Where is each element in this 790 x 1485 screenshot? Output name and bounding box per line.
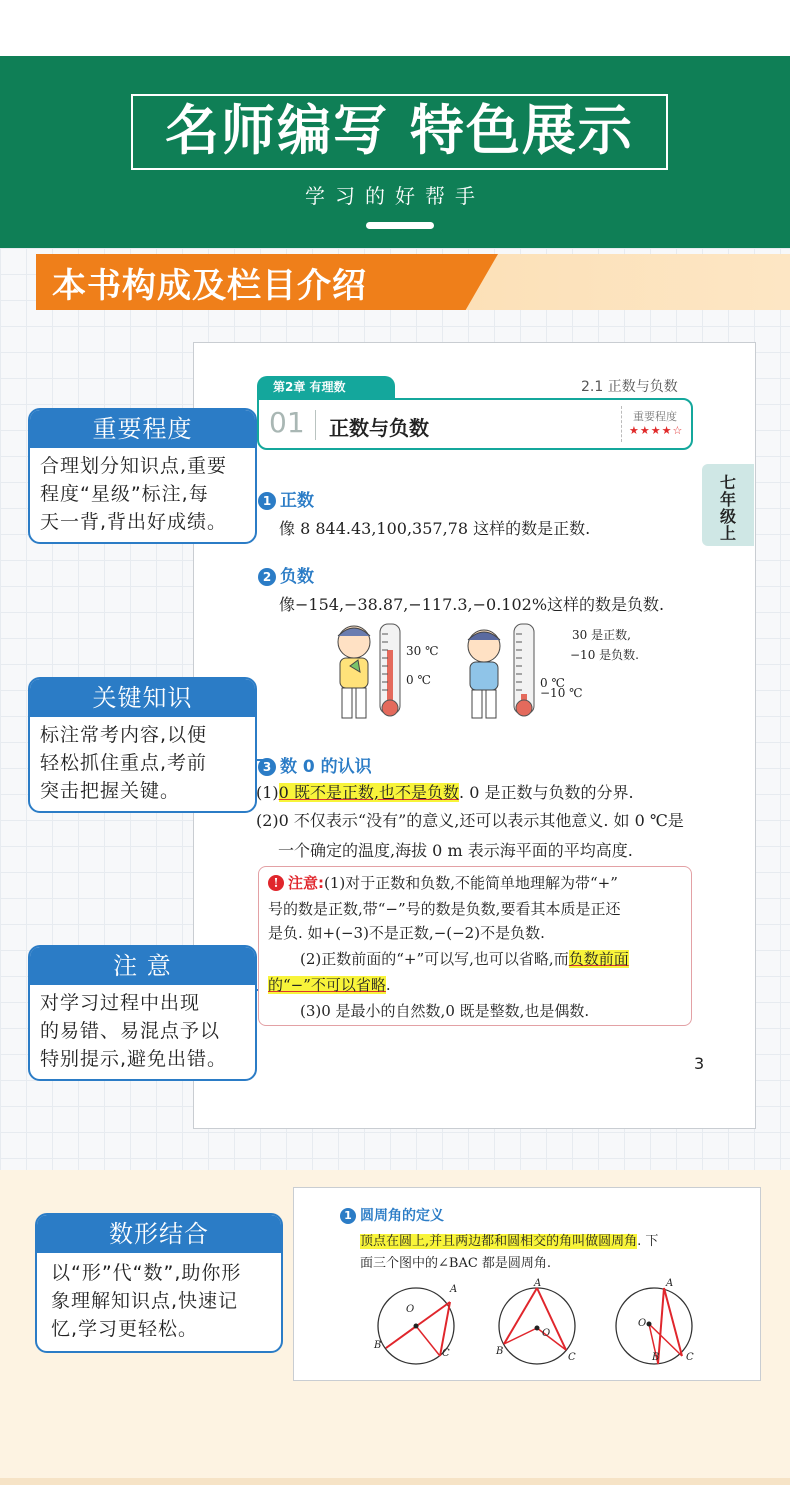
label-o-2: O	[542, 1328, 551, 1339]
callout-body	[30, 448, 255, 542]
thermo-note-positive: 30 是正数,	[572, 628, 631, 642]
zero-line-3: 一个确定的温度,海拔 0 m 表示海平面的平均高度.	[278, 841, 633, 860]
note-line-1	[268, 872, 618, 893]
callout-line: 标注常考内容,以便	[40, 724, 208, 746]
thermometer-cold	[514, 624, 534, 716]
label-b-2: B	[496, 1346, 504, 1357]
topic-separator	[315, 410, 316, 440]
callout-line: 合理划分知识点,重要	[40, 455, 228, 477]
warning-icon: !	[268, 875, 284, 891]
side-tab-char: 上	[719, 524, 736, 543]
bottom-strip	[0, 1478, 790, 1485]
topic-box	[257, 398, 693, 450]
callout-importance	[28, 408, 257, 544]
inscribed-angle-card	[293, 1187, 761, 1381]
label-c-1: C	[442, 1348, 450, 1359]
number-circle-icon: 2	[258, 568, 276, 586]
zero-line-2: (2)0 不仅表示“没有”的意义,还可以表示其他意义. 如 0 ℃是	[256, 811, 684, 830]
number-circle-icon: 3	[258, 758, 276, 776]
callout-body	[30, 717, 255, 811]
topic-number: 01	[269, 406, 305, 439]
zero-line-1-highlight: 0 既不是正数,也不是负数	[278, 783, 460, 802]
callout-line: 特别提示,避免出错。	[40, 1048, 228, 1070]
side-tab-char: 七	[719, 473, 736, 492]
callout-title: 关键知识	[30, 679, 255, 717]
note-text: (1)对于正数和负数,不能简单地理解为带“+”	[324, 874, 618, 892]
note-line-2: 号的数是正数,带“−”号的数是负数,要看其本质是正还	[268, 900, 621, 918]
figure-line-2: 面三个图中的∠BAC 都是圆周角.	[360, 1256, 552, 1271]
note-line-5-highlight: 的“−”不可以省略	[268, 976, 386, 994]
note-line-6: (3)0 是最小的自然数,0 既是整数,也是偶数.	[300, 1002, 590, 1020]
header-subtitle: 学习的好帮手	[305, 184, 485, 208]
figure-line-1-post: . 下	[637, 1234, 659, 1249]
importance-stars: ★★★★☆	[629, 424, 684, 437]
label-c-3: C	[686, 1352, 694, 1363]
callout-line: 突击把握关键。	[40, 780, 181, 802]
section-heading-positive	[258, 486, 314, 511]
side-tab-char: 级	[719, 507, 736, 526]
thermo-hot-0: 0 ℃	[406, 673, 431, 687]
note-label: 注意:	[288, 874, 324, 892]
section-title: 数 0 的认识	[280, 757, 372, 777]
callout-title: 数形结合	[37, 1215, 281, 1253]
callout-title: 重要程度	[30, 410, 255, 448]
page-number: 3	[694, 1054, 705, 1073]
label-c-2: C	[568, 1352, 576, 1363]
callout-line: 程度“星级”标注,每	[40, 483, 209, 505]
callout-line: 的易错、易混点予以	[40, 1020, 221, 1042]
callout-attention	[28, 945, 257, 1081]
label-a-3: A	[666, 1278, 674, 1289]
thermo-cold-0: 0 ℃	[540, 676, 565, 690]
label-a-1: A	[450, 1284, 458, 1295]
positive-example: 像 8 844.43,100,357,78 这样的数是正数.	[279, 519, 591, 538]
circle-diagram-2	[499, 1288, 575, 1364]
callout-line: 象理解知识点,快速记	[51, 1290, 239, 1312]
figure-definition-highlight: 顶点在圆上,并且两边都和圆相交的角叫做圆周角	[360, 1234, 638, 1249]
note-line-4	[300, 948, 629, 969]
boy-cold-figure	[468, 630, 500, 718]
callout-line: 以“形”代“数”,助你形	[51, 1262, 242, 1284]
label-b-1: B	[374, 1340, 382, 1351]
label-o-3: O	[638, 1318, 647, 1329]
zero-line-1-prefix: (1)	[256, 783, 279, 802]
zero-line-1-post: . 0 是正数与负数的分界.	[459, 783, 634, 802]
thermometer-hot	[380, 624, 400, 716]
negative-example: 像−154,−38.87,−117.3,−0.102%这样的数是负数.	[279, 595, 665, 614]
figure-heading	[340, 1205, 444, 1225]
callout-line: 轻松抓住重点,考前	[40, 752, 208, 774]
figure-line-1	[360, 1230, 658, 1249]
note-line-5-post: .	[385, 976, 391, 994]
note-line-5	[268, 974, 391, 995]
callout-body	[37, 1253, 281, 1351]
number-circle-icon: 1	[340, 1208, 356, 1224]
callout-shape-number	[35, 1213, 283, 1353]
callout-body	[30, 985, 255, 1079]
label-b-3: B	[652, 1352, 660, 1363]
header-title: 名师编写 特色展示	[131, 94, 668, 170]
grade-side-tab	[702, 464, 754, 546]
running-head: 2.1 正数与负数	[581, 379, 678, 395]
note-line-4-pre: (2)正数前面的“+”可以写,也可以省略,而	[300, 950, 569, 968]
importance-label: 重要程度	[633, 410, 677, 423]
section-title: 负数	[280, 567, 314, 587]
section-title: 正数	[280, 491, 314, 511]
section-heading-negative	[258, 562, 314, 587]
number-circle-icon: 1	[258, 492, 276, 510]
label-o-1: O	[406, 1304, 415, 1315]
callout-key-knowledge	[28, 677, 257, 813]
section-heading-zero	[258, 752, 372, 777]
thermo-hot-30: 30 ℃	[406, 644, 439, 658]
note-line-4-highlight: 负数前面	[568, 950, 629, 968]
callout-line: 对学习过程中出现	[40, 992, 201, 1014]
boy-hot-figure	[338, 626, 370, 718]
label-a-2: A	[534, 1278, 542, 1289]
note-line-3: 是负. 如+(−3)不是正数,−(−2)不是负数.	[268, 924, 545, 942]
callout-title: 注 意	[30, 947, 255, 985]
thermo-cold-minus10: −10 ℃	[540, 686, 583, 700]
importance-separator	[621, 406, 622, 442]
figure-title: 圆周角的定义	[360, 1208, 444, 1224]
side-tab-char: 年	[719, 490, 736, 509]
callout-line: 忆,学习更轻松。	[51, 1318, 199, 1340]
thermo-note-negative: −10 是负数.	[570, 648, 639, 662]
section-banner-title: 本书构成及栏目介绍	[52, 266, 367, 306]
chapter-tag: 第2章 有理数	[257, 376, 395, 398]
callout-line: 天一背,背出好成绩。	[40, 511, 228, 533]
zero-line-1	[256, 780, 634, 803]
topic-title: 正数与负数	[329, 416, 429, 440]
